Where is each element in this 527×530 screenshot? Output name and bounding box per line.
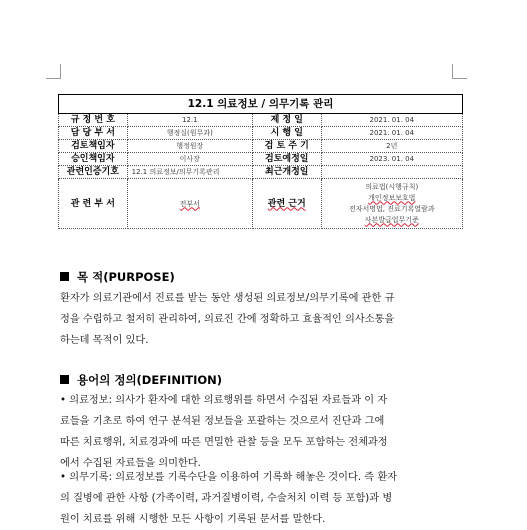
row-value: 12.1 bbox=[127, 114, 252, 127]
related-basis-line: 전자서명법, 진료기록열람과 bbox=[348, 204, 435, 213]
row-value: 12.1 의료정보/의무기록관리 bbox=[127, 166, 252, 179]
paragraph-line: 의 질병에 관한 사항 (가족이력, 과거질병이력, 수술처치 이력 등 포함)과 병 bbox=[60, 493, 393, 504]
row-label: 시 행 일 bbox=[252, 127, 321, 140]
purpose-paragraph bbox=[60, 288, 456, 351]
related-basis-label: 관련 근거 bbox=[267, 198, 306, 209]
row-value: 2021. 01. 04 bbox=[321, 114, 462, 127]
row-label: 검토예정일 bbox=[252, 153, 321, 166]
paragraph-line: • 의무기록: 의료정보를 기록수단을 이용하여 기록화 해놓은 것이다. 즉 환자 bbox=[60, 472, 398, 483]
related-basis-line: 개인정보보호법 bbox=[368, 193, 416, 202]
related-basis-line: 사본발급업무기준 bbox=[364, 215, 419, 224]
row-label: 관 련 부 서 bbox=[59, 179, 128, 229]
table-title-row bbox=[59, 95, 463, 114]
paragraph-line: 에서 수집된 자료들을 의미한다. bbox=[60, 458, 201, 469]
related-basis-list bbox=[321, 179, 462, 229]
row-label: 검토책임자 bbox=[59, 140, 128, 153]
definition-heading bbox=[60, 372, 465, 388]
paragraph-line: • 의료정보: 의사가 환자에 대한 의료행위를 하면서 수집된 자료들과 이 자 bbox=[60, 395, 388, 406]
row-value: 행정실(원무과) bbox=[127, 127, 252, 140]
row-value: 이사장 bbox=[127, 153, 252, 166]
related-basis-line: 의료법(시행규칙) bbox=[365, 182, 419, 191]
purpose-heading bbox=[60, 269, 465, 285]
row-value: 2021. 01. 04 bbox=[321, 127, 462, 140]
definition-heading-text: 용어의 정의(DEFINITION) bbox=[77, 373, 223, 387]
related-department-value: 전부서 bbox=[179, 199, 200, 208]
row-label: 관련인증기호 bbox=[59, 166, 128, 179]
regulation-info-table bbox=[58, 94, 463, 229]
row-label: 담 당 부 서 bbox=[59, 127, 128, 140]
row-label: 최근개정일 bbox=[252, 166, 321, 179]
table-row bbox=[59, 140, 463, 153]
black-square-bullet-icon bbox=[60, 375, 69, 384]
row-label: 검 토 주 기 bbox=[252, 140, 321, 153]
row-value: 2023. 01. 04 bbox=[321, 153, 462, 166]
table-row bbox=[59, 153, 463, 166]
row-label: 승인책임자 bbox=[59, 153, 128, 166]
row-value: 2년 bbox=[321, 140, 462, 153]
purpose-heading-text: 목 적(PURPOSE) bbox=[77, 270, 175, 284]
table-row-related bbox=[59, 179, 463, 229]
row-label: 제 정 일 bbox=[252, 114, 321, 127]
table-row bbox=[59, 166, 463, 179]
row-value: 행정원장 bbox=[127, 140, 252, 153]
paragraph-line: 하는데 목적이 있다. bbox=[60, 335, 149, 346]
paragraph-line: 료들을 기초로 하여 연구 분석된 정보들을 포괄하는 것으로서 진단과 그에 bbox=[60, 416, 385, 427]
paragraph-line: 따른 치료행위, 치료경과에 따른 면밀한 관찰 등을 모두 포함하는 전체과정 bbox=[60, 437, 388, 448]
definition-item-medical-info bbox=[60, 390, 456, 474]
paragraph-line: 정을 수립하고 철저히 관리하여, 의료진 간에 정확하고 효율적인 의사소통을 bbox=[60, 314, 395, 325]
row-value bbox=[321, 166, 462, 179]
paragraph-line: 원이 치료를 위해 시행한 모든 사항이 기록된 문서를 말한다. bbox=[60, 514, 326, 525]
row-label: 규 정 번 호 bbox=[59, 114, 128, 127]
table-row bbox=[59, 127, 463, 140]
paragraph-line: 환자가 의료기관에서 진료를 받는 동안 생성된 의료정보/의무기록에 관한 규 bbox=[60, 293, 395, 304]
table-title: 12.1 의료정보 / 의무기록 관리 bbox=[59, 95, 463, 114]
margin-corner-mark bbox=[452, 64, 467, 79]
definition-item-medical-record bbox=[60, 467, 456, 530]
table-row bbox=[59, 114, 463, 127]
margin-corner-mark bbox=[46, 64, 61, 79]
black-square-bullet-icon bbox=[60, 272, 69, 281]
